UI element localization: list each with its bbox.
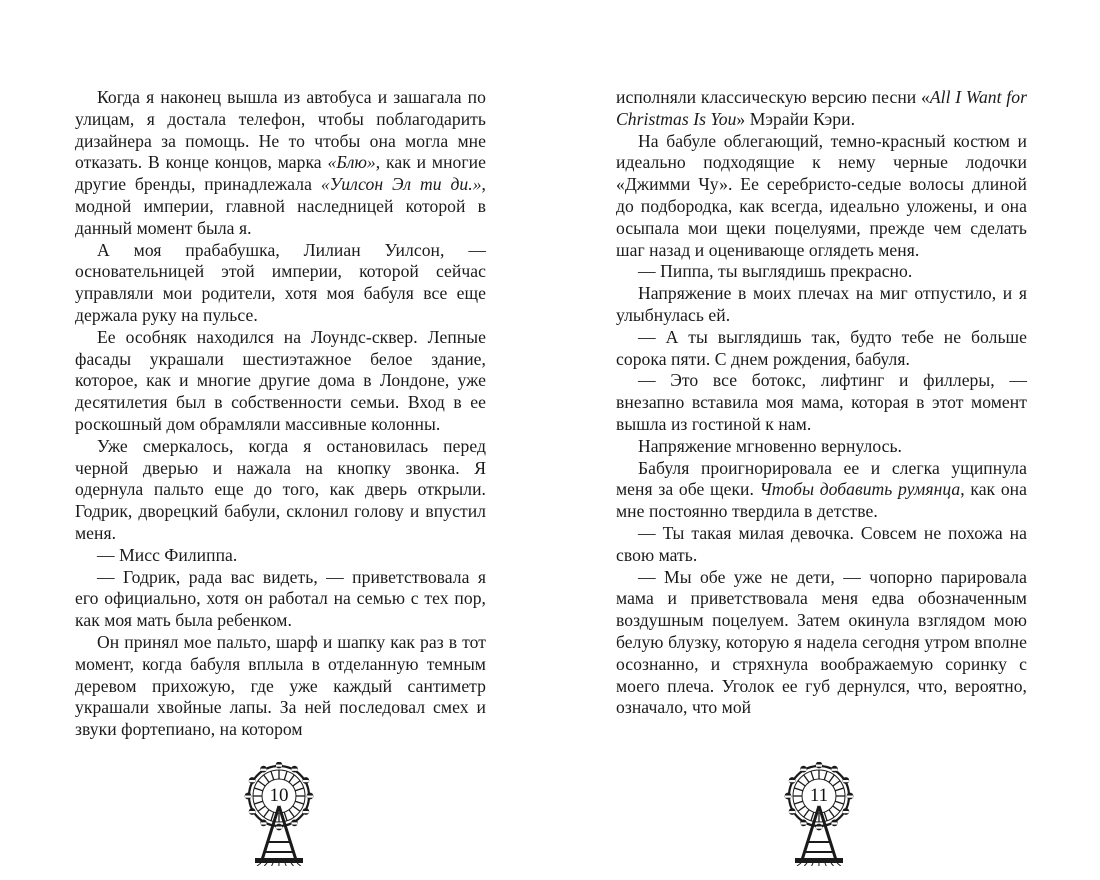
text-run: — Мисс Филиппа. (97, 544, 238, 565)
italic-text: All I Want for Christmas Is You (616, 87, 1027, 129)
text-run: — Это все ботокс, лифтинг и филлеры, — внезапно вставила моя мама, которая в этот момент вышла из гостиной к нам. (616, 370, 1027, 434)
paragraph (75, 240, 486, 327)
paragraph (616, 327, 1027, 371)
text-run: , как она мне постоянно твердила в детстве. (616, 479, 1027, 522)
text-run: — Пиппа, ты выглядишь прекрасно. (638, 261, 913, 282)
paragraph (616, 567, 1027, 720)
page-number: 10 (269, 785, 289, 806)
italic-text: Чтобы добавить румянца (759, 479, 961, 500)
paragraph (616, 458, 1027, 523)
text-run: — Ты такая милая девочка. Совсем не похожа на свою мать. (616, 522, 1027, 565)
text-run: Напряжение в моих плечах на миг отпустило, и я улыбнулась ей. (616, 283, 1027, 325)
paragraph (616, 370, 1027, 435)
text-run: исполняли классическую версию песни « (616, 87, 930, 107)
page-number: 11 (809, 785, 829, 806)
paragraph (75, 327, 486, 436)
paragraph (616, 261, 1027, 283)
text-run: » Мэрайи Кэри. (736, 108, 856, 129)
paragraph (616, 87, 1027, 131)
text-run: Напряжение мгновенно вернулось. (638, 435, 903, 456)
left-folio (237, 762, 321, 866)
paragraph (616, 436, 1027, 458)
text-run: — Годрик, рада вас видеть, — приветствовала я его официально, хотя он работал на семью с тех пор, как моя мать была ребенком. (75, 566, 486, 631)
left-page-text (75, 87, 486, 741)
italic-text: «Уилсон Эл ти ди.» (320, 174, 482, 195)
text-run: — А ты выглядишь так, будто тебе не больше сорока пяти. С днем рождения, бабуля. (616, 326, 1027, 369)
right-folio (777, 762, 861, 866)
text-run: , как и многие другие бренды, принадлежала (75, 152, 486, 195)
paragraph (75, 545, 486, 567)
right-page (550, 0, 1100, 880)
text-run: Уже смеркалось, когда я остановилась перед черной дверью и нажала на кнопку звонка. Я одернула пальто еще до того, как дверь открыли. Годрик, дворецкий бабули, склонил голову и впустил меня. (75, 435, 486, 543)
ferris-wheel-icon (237, 762, 321, 866)
paragraph (75, 567, 486, 632)
text-run: Он принял мое пальто, шарф и шапку как раз в тот момент, когда бабуля вплыла в отделанную темным деревом прихожую, где уже каждый сантиметр украшали хвойные лапы. За ней последовал смех и звуки фортепиано, на котором (75, 631, 486, 740)
paragraph (75, 436, 486, 545)
paragraph (616, 283, 1027, 327)
text-run: — Мы обе уже не дети, — чопорно парировала мама и приветствовала меня едва обозначенным воздушным поцелуем. Затем окинула взглядом мою белую блузку, которую я надела сегодня утром вполне осознанно, и стряхнула воображаемую соринку с моего плеча. Уголок ее губ дернулся, что, вероятно, означало, что мой (616, 566, 1027, 718)
italic-text: «Блю» (327, 152, 376, 173)
paragraph (616, 523, 1027, 567)
paragraph (75, 632, 486, 741)
paragraph (616, 131, 1027, 262)
right-page-text (616, 87, 1027, 719)
text-run: А моя прабабушка, Лилиан Уилсон, — основательницей этой империи, которой сейчас управляли мои родители, хотя моя бабуля все еще держала руку на пульсе. (75, 239, 486, 325)
text-run: На бабуле облегающий, темно-красный костюм и идеально подходящие к нему черные лодочки «Джимми Чу». Ее серебристо-седые волосы длиной до подбородка, как всегда, идеально уложены, и она осыпала мои щеки поцелуями, прежде чем сделать шаг назад и оценивающе оглядеть меня. (616, 130, 1027, 260)
ferris-wheel-icon (777, 762, 861, 866)
text-run: Ее особняк находился на Лоундс-сквер. Лепные фасады украшали шестиэтажное белое здание, которое, как и многие другие дома в Лондоне, уже десятилетия был в собственности семьи. Вход в ее роскошный дом обрамляли массивные колонны. (75, 326, 486, 434)
text-run: Бабуля проигнорировала ее и слегка ущипнула меня за обе щеки. (616, 457, 1027, 500)
text-run: , модной империи, главной наследницей которой в данный момент была я. (75, 174, 486, 238)
paragraph (75, 87, 486, 240)
text-run: Когда я наконец вышла из автобуса и зашагала по улицам, я достала телефон, чтобы поблагодарить дизайнера за помощь. Не то чтобы она могла мне отказать. В конце концов, марка (75, 87, 486, 173)
